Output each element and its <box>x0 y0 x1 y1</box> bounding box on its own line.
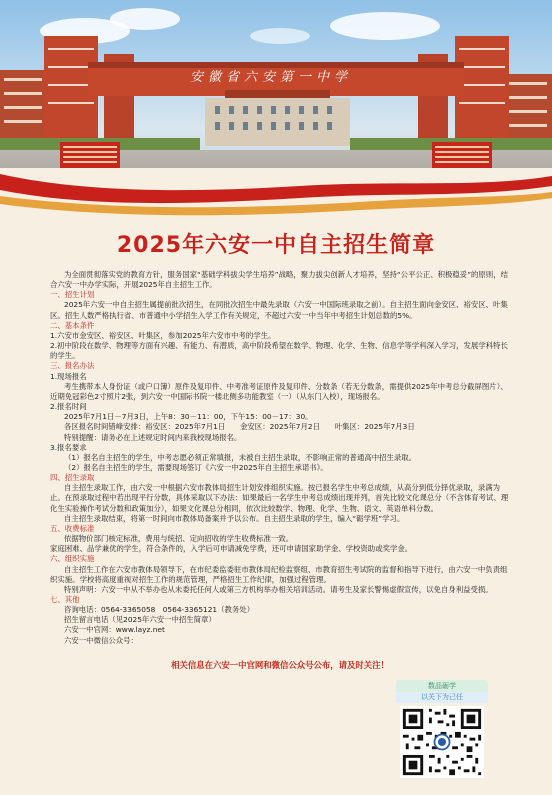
section-paragraph: 自主招生工作在六安市教体局领导下，在市纪委监委驻市教体局纪检监察组、市教育招生考试院的监督和指导下进行，由六安一中负责组织实施。学校将高度重视对招生工作的规范管理，严格招生工作纪律，加强过程管理。 <box>50 564 508 584</box>
section-paragraph: 依据物价部门核定标准，费用与统招、定向招收的学生收费标准一致。 <box>64 534 294 544</box>
campus-gate-photo <box>0 0 552 185</box>
section-heading: 五、收费标准 <box>50 523 95 533</box>
wechat-account: 六安一中微信公众号： <box>64 635 138 645</box>
brochure-body <box>50 270 510 670</box>
main-building <box>205 98 350 146</box>
official-website-link[interactable]: 六安一中官网：www.layz.net <box>64 625 165 635</box>
section-paragraph: （2）报名自主招生的学生，需要现场签订《六安一中2025年自主招生承诺书》。 <box>64 462 328 472</box>
footer-notice: 相关信息在六安一中官网和微信公众号公布，请及时关注！ <box>171 659 389 670</box>
gate-inscription: 安徽省六安第一中学 <box>190 70 353 85</box>
section-heading: 七、其他 <box>50 595 80 604</box>
section-paragraph: 2.报名时间 <box>50 402 87 412</box>
section-heading: 二、基本条件 <box>50 320 95 330</box>
section-paragraph: 1.六安市金安区、裕安区、叶集区，参加2025年六安市中考的学生。 <box>50 330 276 340</box>
section-paragraph: 2025年六安一中自主招生属提前批次招生，在同批次招生中最先录取（六安一中国际班录取之前）。自主招生面向金安区、裕安区、叶集区。招生人数严格执行省、市普通中小学招生入学工作有关规定，不超过六安一中当年中考招生计划总数的5%。 <box>50 300 508 320</box>
qr-caption: 数品砺学 <box>396 680 488 692</box>
wechat-qr-block <box>396 680 488 780</box>
section-paragraph: 自主招生录取结束，将第一时间向市教体局备案并予以公布。自主招生录取的学生，编入“砺学班”学习。 <box>64 513 405 523</box>
section-paragraph: 家庭困难、品学兼优的学生，符合条件的，入学后可申请减免学费，还可申请国家助学金、学校资助或奖学金。 <box>50 544 413 554</box>
qr-code-icon[interactable] <box>400 706 484 778</box>
section-paragraph: 2.初中阶段在数学、物理等方面有兴趣、有能力、有潜质，高中阶段希望在数学、物理、化学、生物、信息学等学科深入学习，发展学科特长的学生。 <box>50 341 508 361</box>
section-paragraph: 特别提醒：请务必在上述规定时间内来我校现场报名。 <box>64 432 242 442</box>
page-title: 2025年六安一中自主招生简章 <box>116 233 436 258</box>
section-paragraph: 1.现场报名 <box>50 371 87 381</box>
section-paragraph: 考生携带本人身份证（或户口簿）原件及复印件、中考准考证原件及复印件、分数条（若无分数条，需提供2025年中考总分截屏图片）、近期免冠彩色2寸照片2张，到六安一中国际书院一楼北侧多功能教室（一）（从东门入校），现场报名。 <box>50 381 508 401</box>
contact-phone: 咨询电话：0564-3365058 0564-3365121（教务处） <box>64 605 255 615</box>
qr-subcaption: 以关下为己任 <box>396 692 488 703</box>
intro-paragraph: 为全面贯彻落实党的教育方针，服务国家“基础学科拔尖学生培养”战略，聚力拔尖创新人才培养，坚持“公平公正、积极稳妥”的原则，结合六安一中办学实际，开展2025年自主招生工作。 <box>50 270 508 290</box>
section-paragraph: 2025年7月1日－7月3日，上午8：30－11：00，下午15：00－17：30。 <box>64 412 313 422</box>
section-heading: 三、报名办法 <box>50 361 95 371</box>
red-banner-right <box>432 142 492 168</box>
section-heading: 一、招生计划 <box>50 290 95 300</box>
section-paragraph: 3.报名要求 <box>50 442 87 452</box>
section-heading: 四、招生录取 <box>50 473 95 483</box>
section-paragraph: 自主招生录取工作，由六安一中根据六安市教体局招生计划安排组织实施。按已报名学生中考总成绩，从高分到低分择优录取，录满为止。在预录取过程中若出现平行分数，具体采取以下办法：如果最后一名学生中考总成绩出现并列，首先比较文化课总分（不含体育考试、理化生实验操作考试分数和政策加分），如果文化课总分相同，依次比较数学、物理、化学、生物、语文、英语单科分数。 <box>50 483 509 513</box>
section-paragraph: 各区报名时间错峰安排：裕安区：2025年7月1日 金安区：2025年7月2日 叶集区：2025年7月3日 <box>64 422 415 432</box>
red-banner-left <box>60 142 120 168</box>
contact-hotline: 招生留言电话（见2025年六安一中招生简章） <box>64 615 216 625</box>
section-heading: 六、组织实施 <box>50 554 95 564</box>
section-paragraph: 特别声明：六安一中从不举办也从未委托任何人或第三方机构举办相关培训活动。请考生及家长警惕虚假宣传，以免自身利益受损。 <box>64 584 493 594</box>
section-paragraph: （1）报名自主招生的学生，中考志愿必须正常填报，未被自主招生录取，不影响正常的普通高中招生录取。 <box>64 452 417 462</box>
